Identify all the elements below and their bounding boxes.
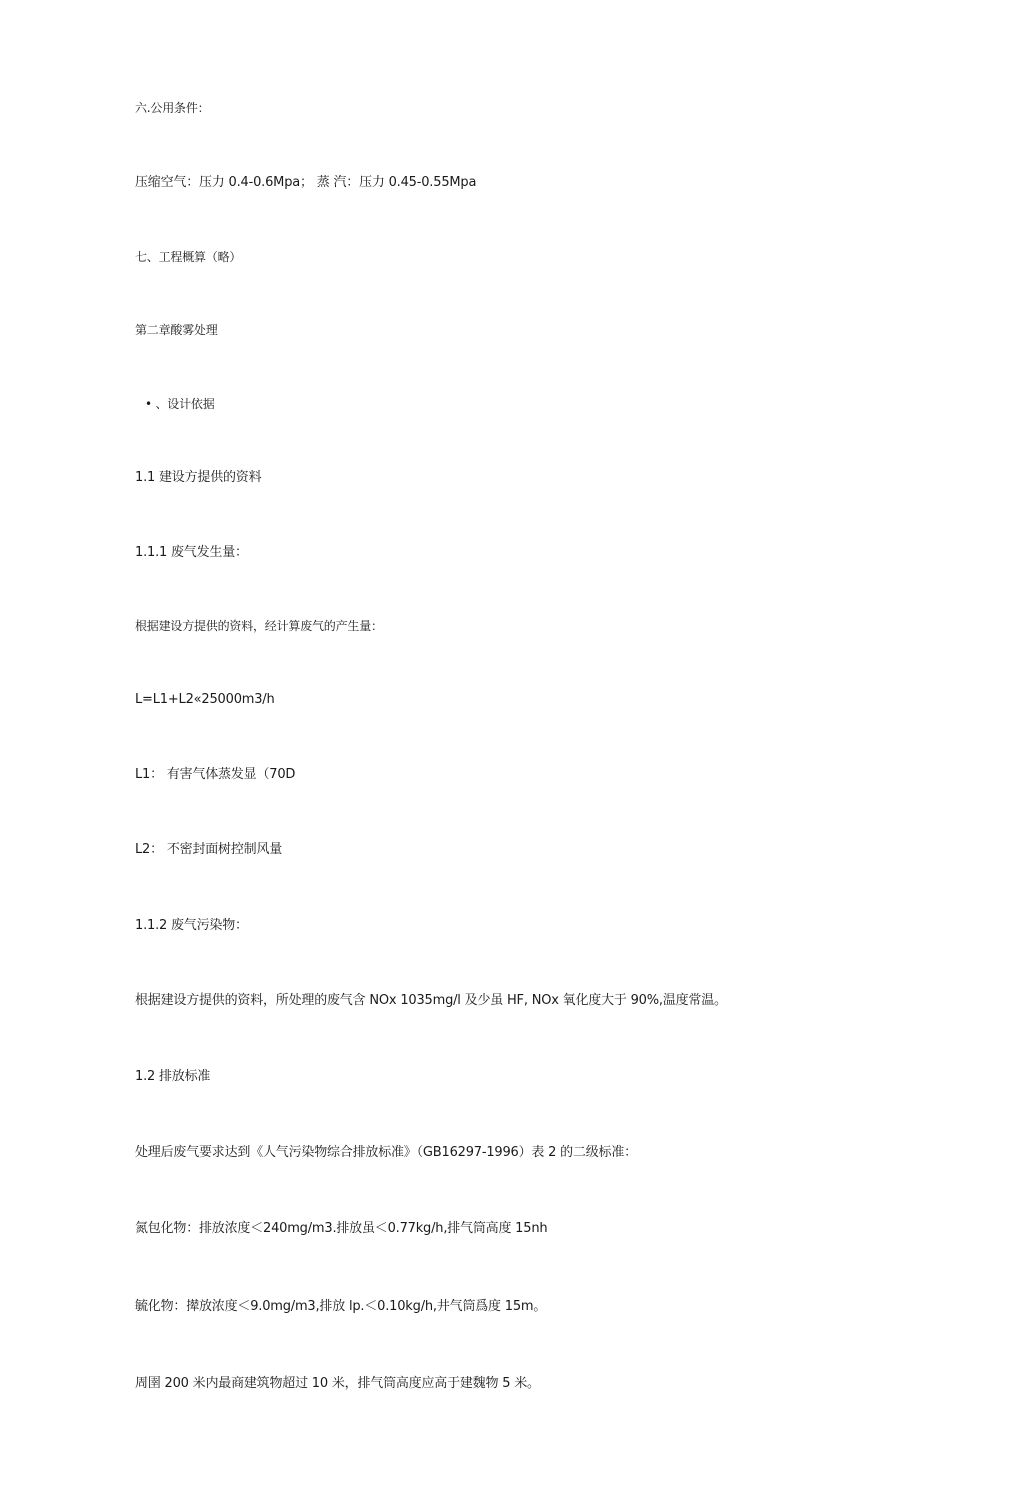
pollutants-description: 根据建设方提供的资料，所处理的废气含 NOx 1035mg/l 及少虽 HF, NOx 氧化度大于 90%,温度常温。: [135, 993, 727, 1008]
subsection-heading-client-data: 1.1 建设方提供的资料: [135, 470, 262, 485]
gas-volume-intro: 根据建设方提供的资料，经计算废气的产生量：: [135, 619, 383, 633]
chapter-title: 第二章酸雾处理: [135, 323, 218, 337]
subsection-heading-emission-standard: 1.2 排放标准: [135, 1069, 211, 1084]
section-heading-utilities: 六.公用条件：: [135, 101, 210, 115]
section-heading-cost-estimate: 七、工程概算（略）: [135, 250, 242, 264]
subsection-heading-pollutants: 1.1.2 废气污染物：: [135, 918, 248, 933]
subsection-heading-gas-volume: 1.1.1 废气发生量：: [135, 545, 248, 560]
l1-definition: L1： 有害气体蒸发显（70D: [135, 767, 296, 782]
section-heading-design-basis: • 、设计依据: [145, 397, 215, 411]
utilities-pressure-text: 压缩空气：压力 0.4-0.6Mpa； 蒸 汽：压力 0.45-0.55Mpa: [135, 175, 477, 190]
sulfide-limit-text: 毓化物：撵放浓度＜9.0mg/m3,排放 lp.＜0.10kg/h,井气筒爲度 15m。: [135, 1299, 547, 1314]
l2-definition: L2： 不密封面树控制风量: [135, 842, 283, 857]
nox-limit-text: 氮包化物：排放浓度＜240mg/m3.排放虽＜0.77kg/h,排气筒高度 15nh: [135, 1221, 548, 1236]
gas-volume-formula: L=L1+L2«25000m3/h: [135, 692, 275, 707]
stack-height-text: 周圉 200 米内最商建筑物超过 10 米，排气筒高度应高于建魏物 5 米。: [135, 1376, 540, 1391]
emission-standard-text: 处理后废气要求达到《人气污染物综合排放标准》（GB16297-1996）表 2 的二级标准：: [135, 1145, 637, 1160]
